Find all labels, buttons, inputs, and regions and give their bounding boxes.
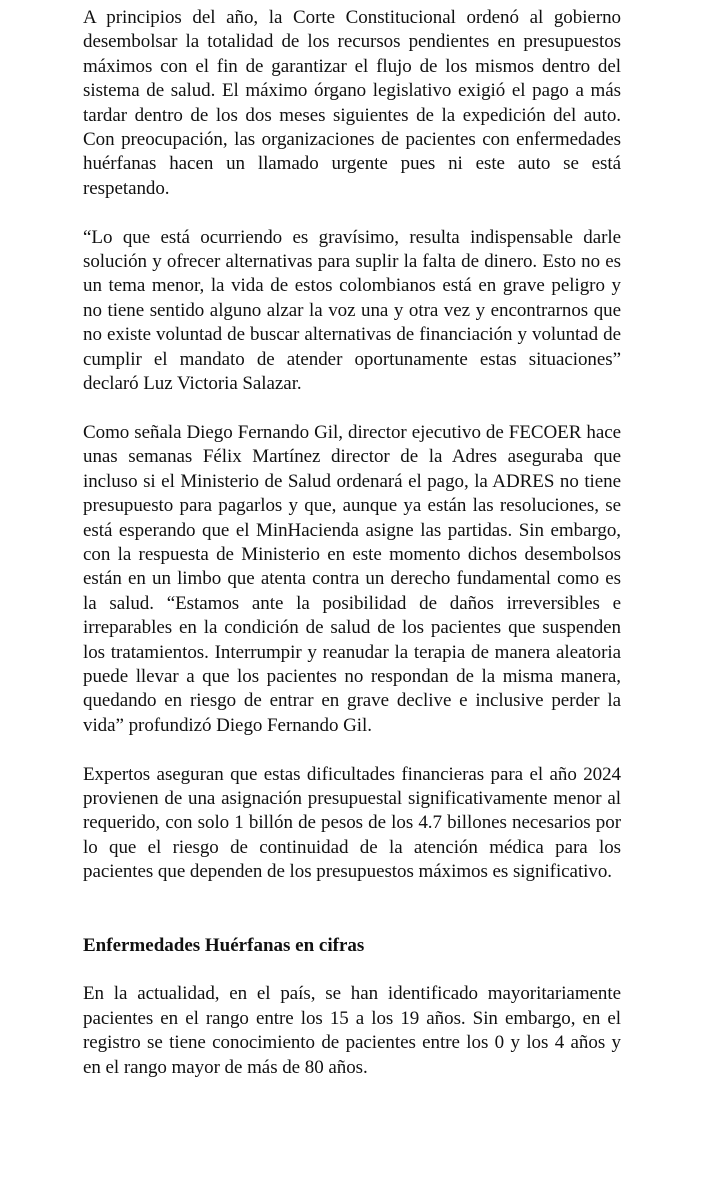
document-body [83,6,621,1080]
paragraph-expertos: Expertos aseguran que estas dificultades financieras para el año 2024 provienen de una asignación presupuestal significativamente menor al requerido, con solo 1 billón de pesos de los 4.7 billones necesarios por lo que el riesgo de continuidad de la atención médica para los pacientes que dependen de los presupuestos máximos es significativo. [83,763,621,883]
paragraph-cifras: En la actualidad, en el país, se han identificado mayoritariamente pacientes en el rango entre los 15 a los 19 años. Sin embargo, en el registro se tiene conocimiento de pacientes entre los 0 y los 4 años y en el rango mayor de más de 80 años. [83,983,621,1078]
paragraph-quote-luz-victoria-salazar: “Lo que está ocurriendo es gravísimo, resulta indispensable darle solución y ofrecer alternativas para suplir la falta de dinero. Esto no es un tema menor, la vida de estos colombianos está en grave peligro y no tiene sentido alguno alzar la voz una y otra vez y encontrarnos que no existe voluntad de buscar alternativas de financiación y voluntad de cumplir el mandato de atender oportunamente estas situaciones” declaró Luz Victoria Salazar. [83,226,621,395]
section-heading: Enfermedades Huérfanas en cifras [83,934,365,956]
paragraph-diego-fernando-gil: Como señala Diego Fernando Gil, director ejecutivo de FECOER hace unas semanas Félix Martínez director de la Adres aseguraba que incluso si el Ministerio de Salud ordenará el pago, la ADRES no tiene presupuesto para pagarlos y que, aunque ya están las resoluciones, se está esperando que el MinHacienda asigne las partidas. Sin embargo, con la respuesta de Ministerio en este momento dichos desembolsos están en un limbo que atenta contra un derecho fundamental como es la salud. “Estamos ante la posibilidad de daños irreversibles e irreparables en la condición de salud de los pacientes que suspenden los tratamientos. Interrumpir y reanudar la terapia de manera aleatoria puede llevar a que los pacientes no respondan de la misma manera, quedando en riesgo de entrar en grave declive e inclusive perder la vida” profundizó Diego Fernando Gil. [83,421,621,736]
paragraph-corte-constitucional: A principios del año, la Corte Constitucional ordenó al gobierno desembolsar la totalidad de los recursos pendientes en presupuestos máximos con el fin de garantizar el flujo de los mismos dentro del sistema de salud. El máximo órgano legislativo exigió el pago a más tardar dentro de los dos meses siguientes de la expedición del auto. Con preocupación, las organizaciones de pacientes con enfermedades huérfanas hacen un llamado urgente pues ni este auto se está respetando. [83,7,621,199]
